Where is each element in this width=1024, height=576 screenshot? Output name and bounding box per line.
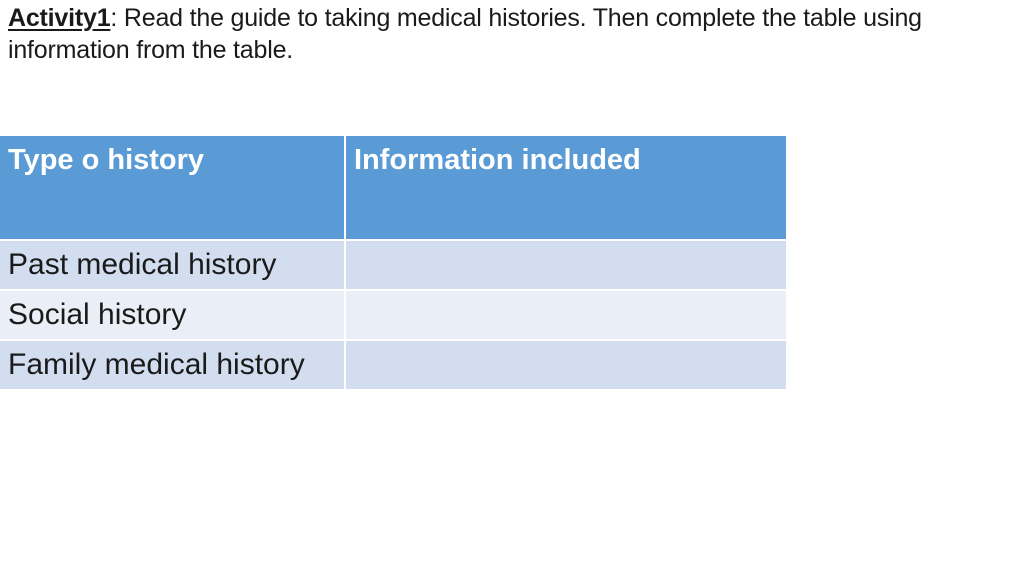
header-type-of-history: Type o history [0, 136, 345, 240]
table-row [0, 340, 786, 390]
history-type-cell: Family medical history [0, 340, 345, 390]
table-header-row [0, 136, 786, 240]
table-row [0, 240, 786, 290]
information-cell[interactable] [345, 340, 786, 390]
history-type-cell: Social history [0, 290, 345, 340]
activity-label: Activity1 [8, 4, 111, 32]
activity-text: : Read the guide to taking medical histories. Then complete the table using information from the table. [8, 4, 922, 64]
medical-history-table [0, 136, 786, 391]
activity-instructions [8, 2, 968, 66]
header-information-included: Information included [345, 136, 786, 240]
table-row [0, 290, 786, 340]
information-cell[interactable] [345, 290, 786, 340]
information-cell[interactable] [345, 240, 786, 290]
history-type-cell: Past medical history [0, 240, 345, 290]
